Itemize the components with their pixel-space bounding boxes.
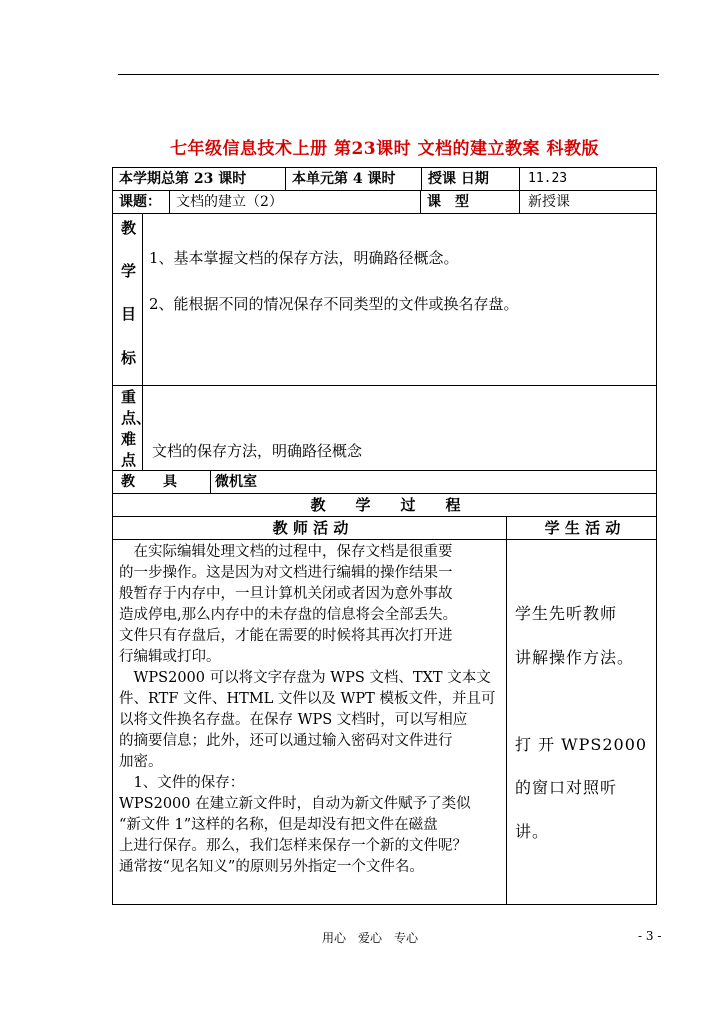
text-line: 文件只有存盘后，才能在需要的时候将其再次打开进 — [119, 628, 453, 644]
cell-tools-label — [112, 470, 211, 494]
keypoints-label-char: 重 — [121, 388, 137, 406]
objectives-label-char: 学 — [121, 262, 137, 280]
text-line: WPS2000 在建立新文件时，自动为新文件赋予了类似 — [119, 796, 471, 812]
teacher-activity-heading: 教 师 活 动 — [272, 519, 349, 537]
keypoints-label-char: 点、 — [121, 409, 152, 427]
objective-item: 2、能根据不同的情况保存不同类型的文件或换名存盘。 — [149, 295, 519, 313]
cell-type-label — [420, 190, 520, 214]
text-line: 1、文件的保存： — [119, 775, 245, 791]
cell-total-lessons — [112, 167, 286, 191]
text-line — [515, 679, 647, 723]
cell-teacher-content — [112, 539, 507, 905]
footer-motto: 用心 爱心 专心 — [322, 931, 419, 945]
cell-student-heading — [506, 516, 657, 540]
topic-label: 课题： — [119, 194, 161, 210]
text-line: 造成停电,那么内存中的未存盘的信息将会全部丢失。 — [119, 607, 458, 623]
teacher-activity-text — [119, 542, 495, 878]
text-line: “新文件 1”这样的名称，但是却没有把文件在磁盘 — [119, 817, 438, 833]
text-line: 在实际编辑处理文档的过程中，保存文档是很重要 — [119, 544, 453, 560]
cell-topic-label — [112, 190, 170, 214]
text-line: 学生先听教师 — [515, 604, 618, 623]
tools-label: 教 具 — [121, 474, 177, 490]
cell-type-value — [519, 190, 657, 214]
text-line: 件、RTF 文件、HTML 文件以及 WPT 模板文件，并且可 — [119, 691, 496, 707]
keypoints-label-char: 点 — [121, 451, 137, 469]
student-activity-heading: 学 生 活 动 — [544, 519, 621, 537]
keypoints-label-char: 难 — [121, 430, 137, 448]
topic-value: 文档的建立（2） — [176, 194, 283, 210]
text-line: 般暂存于内存中，一旦计算机关闭或者因为意外事故 — [119, 586, 453, 602]
total-lessons-label: 本学期总第 23 课时 — [119, 171, 247, 187]
cell-keypoints-label — [112, 385, 152, 471]
text-line: 的摘要信息；此外，还可以通过输入密码对文件进行 — [119, 733, 453, 749]
cell-keypoints-content — [142, 385, 657, 471]
text-line: WPS2000 可以将文字存盘为 WPS 文档、TXT 文本文 — [119, 670, 491, 686]
text-line: 讲解操作方法。 — [515, 647, 635, 667]
tools-value: 微机室 — [215, 474, 257, 490]
process-heading: 教 学 过 程 — [310, 496, 461, 514]
text-line: 讲。 — [515, 821, 550, 841]
cell-date-value — [519, 167, 657, 191]
unit-lessons-label: 本单元第 4 课时 — [292, 171, 396, 187]
objective-item: 1、基本掌握文档的保存方法，明确路径概念。 — [149, 249, 459, 267]
cell-objectives-content — [142, 213, 657, 386]
text-line: 打 开 WPS2000 — [515, 734, 648, 754]
date-value: 11.23 — [528, 171, 568, 186]
header-rule — [118, 74, 659, 75]
text-line: 的窗口对照听 — [515, 778, 618, 797]
text-line: 加密。 — [119, 754, 163, 770]
text-line: 行编辑或打印。 — [119, 649, 221, 665]
text-line: 以将文件换名存盘。在保存 WPS 文档时，可以写相应 — [119, 712, 468, 728]
cell-unit-lessons — [285, 167, 422, 191]
text-line: 的一步操作。这是因为对文档进行编辑的操作结果一 — [119, 565, 453, 581]
date-label: 授课 日期 — [428, 171, 489, 187]
student-activity-text — [515, 592, 647, 853]
cell-tools-value — [210, 470, 657, 494]
type-value: 新授课 — [528, 194, 570, 210]
text-line: 通常按“见名知义”的原则另外指定一个文件名。 — [119, 859, 424, 875]
cell-date-label — [421, 167, 520, 191]
objectives-label-char: 标 — [121, 349, 137, 367]
keypoints-text: 文档的保存方法，明确路径概念 — [152, 442, 363, 460]
objectives-label-char: 目 — [121, 305, 137, 323]
document-title: 七年级信息技术上册 第23课时 文档的建立教案 科教版 — [170, 139, 599, 159]
objectives-label-char: 教 — [121, 219, 137, 237]
type-label: 课 型 — [427, 194, 469, 210]
cell-teacher-heading — [112, 516, 507, 540]
cell-topic-value — [169, 190, 421, 214]
cell-process-heading — [112, 493, 657, 517]
lesson-plan-table — [112, 167, 657, 905]
cell-objectives-label — [112, 213, 143, 386]
text-line: 上进行保存。那么，我们怎样来保存一个新的文件呢？ — [119, 838, 467, 854]
page-number: - 3 - — [638, 929, 662, 943]
cell-student-content — [506, 539, 657, 905]
